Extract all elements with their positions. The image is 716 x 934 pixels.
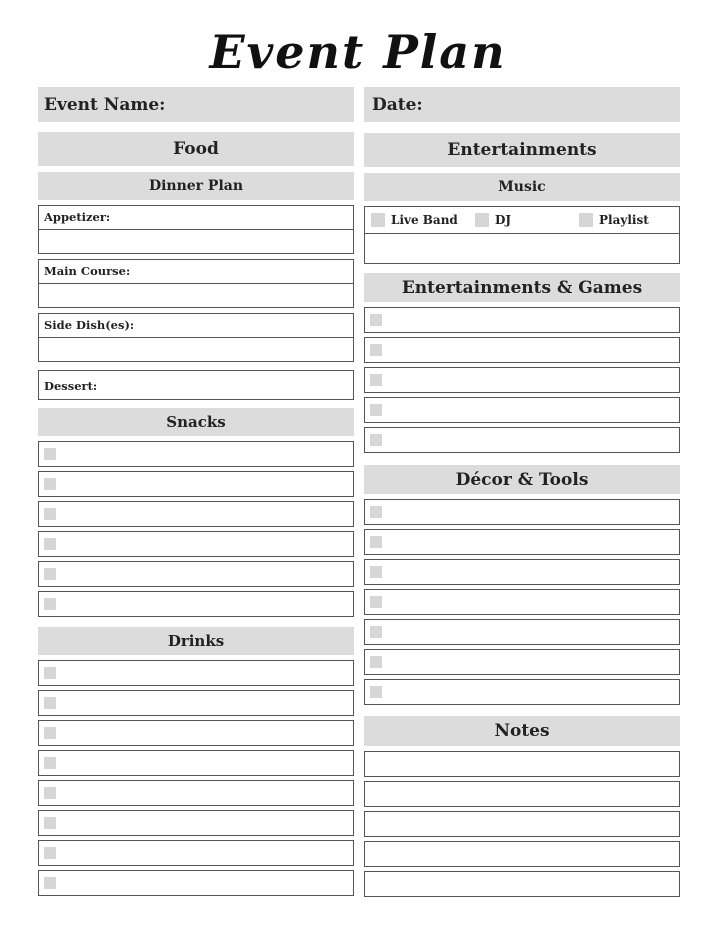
game-row[interactable]	[364, 367, 680, 393]
snack-row[interactable]	[38, 561, 354, 587]
note-row[interactable]	[364, 751, 680, 777]
date-label: Date:	[372, 94, 423, 115]
drink-checkbox[interactable]	[44, 697, 56, 709]
snack-row[interactable]	[38, 501, 354, 527]
snack-checkbox[interactable]	[44, 598, 56, 610]
music-header: Music	[364, 173, 680, 201]
live-band-label: Live Band	[391, 213, 458, 227]
event-name-field[interactable]	[38, 87, 354, 122]
drink-row[interactable]	[38, 870, 354, 896]
decor-checkbox[interactable]	[370, 656, 382, 668]
snack-row[interactable]	[38, 531, 354, 557]
game-row[interactable]	[364, 427, 680, 453]
decor-row[interactable]	[364, 649, 680, 675]
drink-checkbox[interactable]	[44, 727, 56, 739]
decor-row[interactable]	[364, 619, 680, 645]
snack-row[interactable]	[38, 441, 354, 467]
drink-checkbox[interactable]	[44, 667, 56, 679]
decor-header: Décor & Tools	[364, 465, 680, 494]
food-header: Food	[38, 132, 354, 166]
decor-checkbox[interactable]	[370, 536, 382, 548]
decor-checkbox[interactable]	[370, 596, 382, 608]
decor-checkbox[interactable]	[370, 686, 382, 698]
note-row[interactable]	[364, 871, 680, 897]
drink-row[interactable]	[38, 690, 354, 716]
drink-row[interactable]	[38, 720, 354, 746]
playlist-label: Playlist	[599, 213, 649, 227]
live-band-checkbox[interactable]	[371, 213, 385, 227]
note-row[interactable]	[364, 811, 680, 837]
dessert-label: Dessert:	[44, 379, 98, 393]
game-row[interactable]	[364, 397, 680, 423]
decor-checkbox[interactable]	[370, 626, 382, 638]
game-checkbox[interactable]	[370, 404, 382, 416]
dj-label: DJ	[495, 213, 512, 227]
snack-row[interactable]	[38, 591, 354, 617]
main-course-label-row	[38, 259, 354, 284]
snack-row[interactable]	[38, 471, 354, 497]
snacks-header: Snacks	[38, 408, 354, 436]
game-checkbox[interactable]	[370, 344, 382, 356]
games-header: Entertainments & Games	[364, 273, 680, 302]
game-checkbox[interactable]	[370, 314, 382, 326]
music-option-dj[interactable]	[475, 213, 511, 227]
snack-checkbox[interactable]	[44, 538, 56, 550]
drink-row[interactable]	[38, 840, 354, 866]
music-notes-input[interactable]	[364, 233, 680, 264]
game-checkbox[interactable]	[370, 434, 382, 446]
entertainments-header: Entertainments	[364, 133, 680, 167]
music-option-playlist[interactable]	[579, 213, 649, 227]
playlist-checkbox[interactable]	[579, 213, 593, 227]
appetizer-input[interactable]	[38, 229, 354, 254]
side-dish-label: Side Dish(es):	[44, 318, 135, 332]
game-row[interactable]	[364, 307, 680, 333]
drink-checkbox[interactable]	[44, 787, 56, 799]
drink-row[interactable]	[38, 660, 354, 686]
note-row[interactable]	[364, 841, 680, 867]
main-course-label: Main Course:	[44, 264, 131, 278]
drinks-header: Drinks	[38, 627, 354, 655]
main-course-input[interactable]	[38, 283, 354, 308]
notes-header: Notes	[364, 716, 680, 746]
snack-checkbox[interactable]	[44, 478, 56, 490]
game-row[interactable]	[364, 337, 680, 363]
game-checkbox[interactable]	[370, 374, 382, 386]
dj-checkbox[interactable]	[475, 213, 489, 227]
appetizer-label-row	[38, 205, 354, 230]
drink-checkbox[interactable]	[44, 817, 56, 829]
decor-checkbox[interactable]	[370, 506, 382, 518]
decor-row[interactable]	[364, 679, 680, 705]
drink-row[interactable]	[38, 810, 354, 836]
page-title: Event Plan	[209, 25, 507, 79]
side-dish-input[interactable]	[38, 337, 354, 362]
decor-checkbox[interactable]	[370, 566, 382, 578]
decor-row[interactable]	[364, 559, 680, 585]
dinner-plan-header: Dinner Plan	[38, 172, 354, 200]
event-name-label: Event Name:	[44, 94, 166, 115]
appetizer-label: Appetizer:	[44, 210, 111, 224]
snack-checkbox[interactable]	[44, 508, 56, 520]
date-field[interactable]	[364, 87, 680, 122]
drink-checkbox[interactable]	[44, 877, 56, 889]
note-row[interactable]	[364, 781, 680, 807]
drink-row[interactable]	[38, 780, 354, 806]
snack-checkbox[interactable]	[44, 568, 56, 580]
drink-checkbox[interactable]	[44, 847, 56, 859]
decor-row[interactable]	[364, 589, 680, 615]
decor-row[interactable]	[364, 529, 680, 555]
snack-checkbox[interactable]	[44, 448, 56, 460]
dessert-row[interactable]	[38, 370, 354, 400]
music-option-live-band[interactable]	[371, 213, 458, 227]
side-dish-label-row	[38, 313, 354, 338]
drink-checkbox[interactable]	[44, 757, 56, 769]
music-options-row	[364, 206, 680, 234]
drink-row[interactable]	[38, 750, 354, 776]
decor-row[interactable]	[364, 499, 680, 525]
